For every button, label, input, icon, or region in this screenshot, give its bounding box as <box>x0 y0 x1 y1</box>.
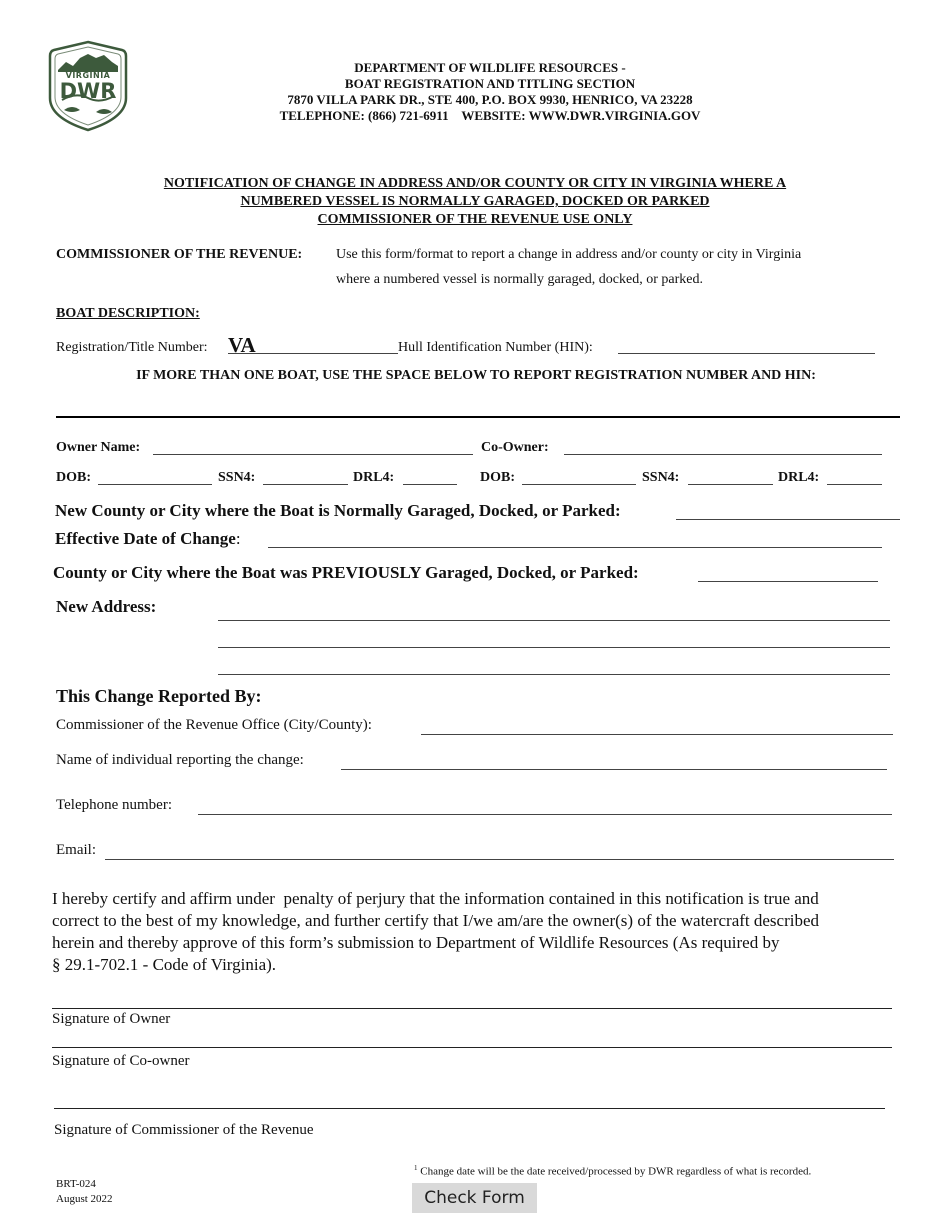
certify-line-3: herein and thereby approve of this form’s submission to Department of Wildlife Resources (As required by <box>52 933 780 952</box>
reporter-name-label: Name of individual reporting the change: <box>56 752 304 768</box>
effective-date-input[interactable] <box>270 530 884 550</box>
logo-main-text: DWR <box>59 79 117 103</box>
reported-by-heading: This Change Reported By: <box>56 686 262 706</box>
coowner-ssn-label: SSN4: <box>642 470 680 485</box>
new-county-input[interactable] <box>678 502 902 522</box>
certify-line-1: I hereby certify and affirm under penalty of perjury that the information contained in this notification is true and <box>52 889 819 908</box>
owner-name-label: Owner Name: <box>56 440 141 455</box>
title-line-1: NOTIFICATION OF CHANGE IN ADDRESS AND/OR COUNTY OR CITY IN VIRGINIA WHERE A <box>163 176 787 191</box>
reporter-name-input[interactable] <box>343 751 889 771</box>
email-input[interactable] <box>107 841 896 861</box>
certification-text <box>52 888 819 976</box>
certify-line-2: correct to the best of my knowledge, and further certify that I/we am/are the owner(s) of the watercraft described <box>52 911 820 930</box>
commissioner-label: COMMISSIONER OF THE REVENUE: <box>56 247 303 262</box>
coowner-drl-label: DRL4: <box>778 470 820 485</box>
registration-input[interactable] <box>262 336 398 356</box>
coowner-ssn-input[interactable] <box>690 467 775 487</box>
hin-input[interactable] <box>620 336 876 356</box>
effective-date-label: Effective Date of Change: <box>55 529 241 548</box>
email-label: Email: <box>56 842 96 858</box>
check-form-button[interactable]: Check Form <box>412 1183 537 1213</box>
form-id: BRT-024 <box>56 1178 96 1190</box>
coowner-dob-label: DOB: <box>480 470 515 485</box>
coowner-input[interactable] <box>566 437 884 457</box>
dwr-logo <box>48 40 128 132</box>
logo-top-text: VIRGINIA <box>65 71 111 80</box>
title-line-2: NUMBERED VESSEL IS NORMALLY GARAGED, DOCKED OR PARKED <box>240 194 710 209</box>
multi-boat-note: IF MORE THAN ONE BOAT, USE THE SPACE BELOW TO REPORT REGISTRATION NUMBER AND HIN: <box>136 368 816 383</box>
owner-dob-label: DOB: <box>56 470 91 485</box>
new-county-label: New County or City where the Boat is Normally Garaged, Docked, or Parked: <box>55 501 621 520</box>
header-line-2: BOAT REGISTRATION AND TITLING SECTION <box>344 76 636 91</box>
hin-label: Hull Identification Number (HIN): <box>398 340 593 355</box>
commissioner-text-2: where a numbered vessel is normally garaged, docked, or parked. <box>336 272 703 287</box>
multi-boat-line <box>56 416 900 418</box>
coowner-drl-input[interactable] <box>829 467 884 487</box>
owner-signature-label: Signature of Owner <box>52 1011 171 1027</box>
office-label: Commissioner of the Revenue Office (City/County): <box>56 717 372 733</box>
header-line-4: TELEPHONE: (866) 721-6911 WEBSITE: WWW.DWR.VIRGINIA.GOV <box>279 108 701 123</box>
previous-county-input[interactable] <box>700 564 880 584</box>
telephone-label: Telephone number: <box>56 797 172 813</box>
commissioner-signature-line[interactable] <box>54 1108 885 1109</box>
owner-drl-label: DRL4: <box>353 470 395 485</box>
coowner-label: Co-Owner: <box>481 440 549 455</box>
new-address-input-1[interactable] <box>220 603 892 623</box>
office-input[interactable] <box>423 716 895 736</box>
header-line-1: DEPARTMENT OF WILDLIFE RESOURCES - <box>354 60 626 75</box>
previous-county-label: County or City where the Boat was PREVIOUSLY Garaged, Docked, or Parked: <box>53 563 639 582</box>
certify-line-4: § 29.1-702.1 - Code of Virginia). <box>52 955 277 974</box>
form-date: August 2022 <box>56 1193 113 1205</box>
owner-name-input[interactable] <box>155 437 475 457</box>
coowner-signature-label: Signature of Co-owner <box>52 1053 190 1069</box>
title-line-3: COMMISSIONER OF THE REVENUE USE ONLY <box>317 212 633 227</box>
owner-dob-input[interactable] <box>100 467 214 487</box>
owner-ssn-label: SSN4: <box>218 470 256 485</box>
commissioner-text-1: Use this form/format to report a change in address and/or county or city in Virginia <box>336 247 802 262</box>
registration-label: Registration/Title Number: <box>56 340 208 355</box>
footnote: $^1$ Change date will be the date received/processed by DWR regardless of what is recorded. <box>414 1164 812 1178</box>
new-address-input-2[interactable] <box>220 630 892 650</box>
telephone-input[interactable] <box>200 796 894 816</box>
commissioner-signature-label: Signature of Commissioner of the Revenue <box>54 1122 314 1138</box>
coowner-dob-input[interactable] <box>524 467 638 487</box>
boat-description-heading: BOAT DESCRIPTION: <box>56 306 200 321</box>
registration-prefix: VA <box>228 333 256 357</box>
header-line-3: 7870 VILLA PARK DR., STE 400, P.O. BOX 9930, HENRICO, VA 23228 <box>287 92 693 107</box>
multi-boat-input[interactable] <box>58 396 900 416</box>
coowner-signature-line[interactable] <box>52 1047 892 1048</box>
new-address-input-3[interactable] <box>220 657 892 677</box>
new-address-label: New Address: <box>56 597 157 616</box>
owner-signature-line[interactable] <box>52 1008 892 1009</box>
owner-ssn-input[interactable] <box>265 467 350 487</box>
owner-drl-input[interactable] <box>405 467 459 487</box>
